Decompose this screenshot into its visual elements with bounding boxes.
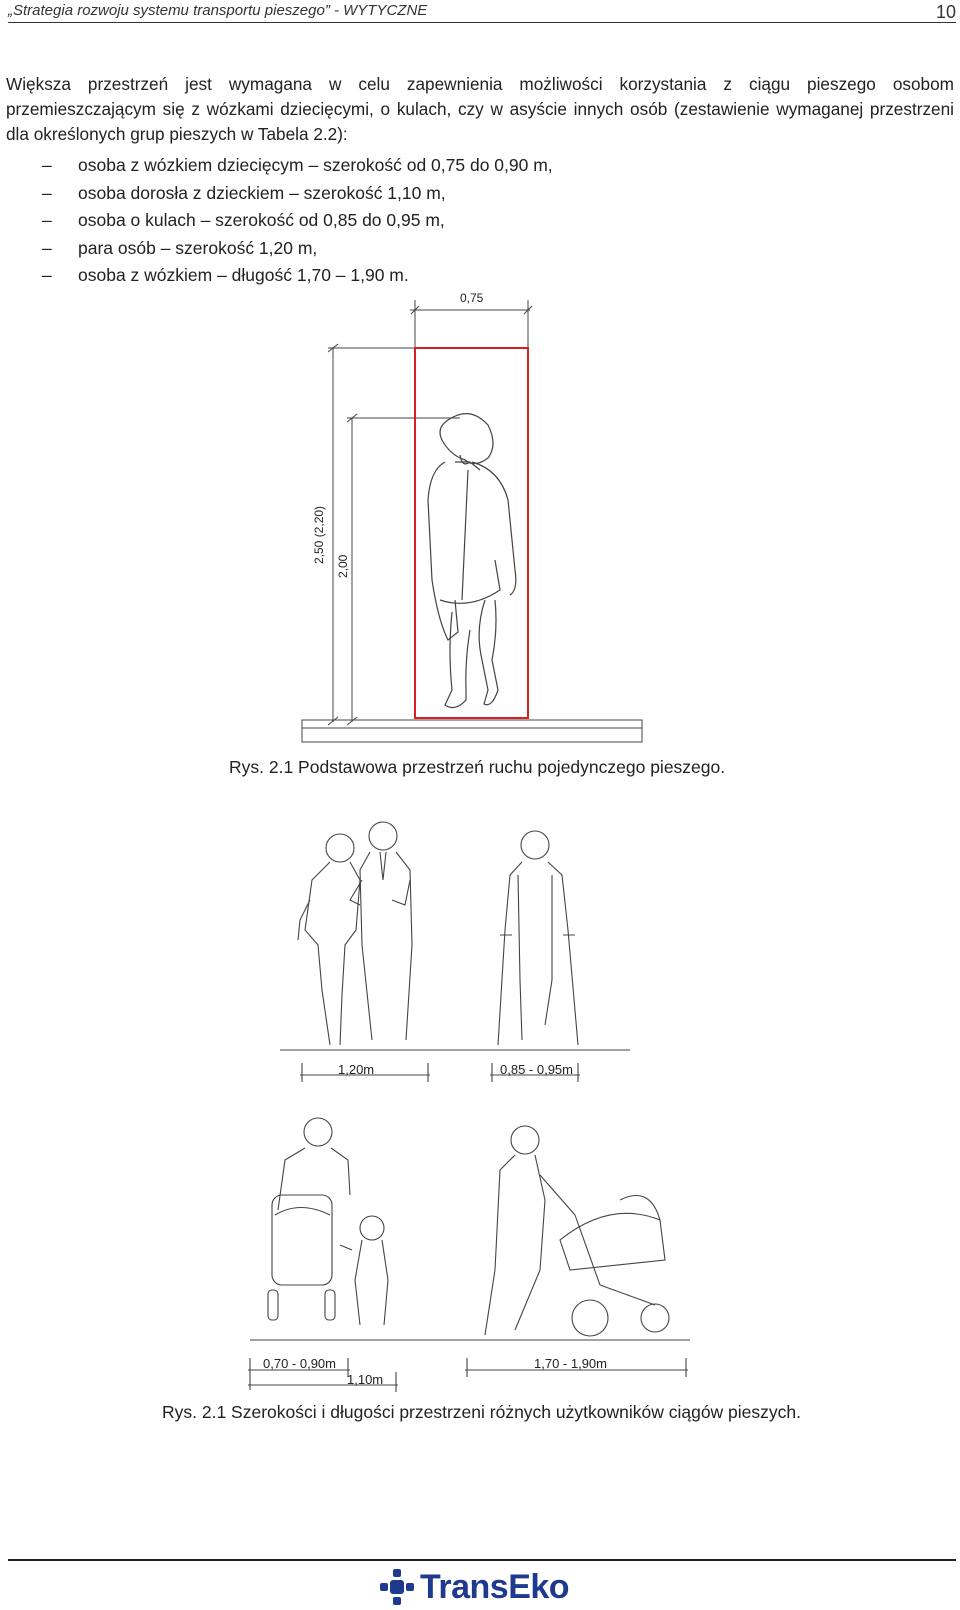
couple-figure: [298, 822, 412, 1045]
document-title: „Strategia rozwoju systemu transportu pieszego” - WYTYCZNE: [8, 2, 428, 19]
figure-1-caption: Rys. 2.1 Podstawowa przestrzeń ruchu pojedynczego pieszego.: [229, 757, 726, 777]
list-item-text: osoba z wózkiem dziecięcym – szerokość od 0,75 do 0,90 m,: [78, 155, 553, 175]
bullet-dash: –: [42, 265, 52, 285]
dimension-width-label: 0,75: [460, 291, 484, 305]
dimension-person-height-label: 2,00: [336, 554, 350, 578]
dimension-stroller-length-label: 1,70 - 1,90m: [534, 1356, 607, 1371]
intro-paragraph: Większa przestrzeń jest wymagana w celu zapewnienia możliwości korzystania z ciągu pieszego osobom przemieszczającym się z wózkami dziecięcymi, o kulach, czy w asyście innych osób (zestawienie wymaganej przestrzeni dla określonych grup pieszych w Tabela 2.2):: [6, 74, 954, 144]
logo-text: TransEko: [420, 1567, 570, 1606]
figure-2-caption: Rys. 2.1 Szerokości i długości przestrzeni różnych użytkowników ciągów pieszych.: [162, 1402, 802, 1422]
bullet-dash: –: [42, 182, 52, 203]
dimension-adult-child-label: 1,10m: [347, 1372, 384, 1387]
adult-with-stroller-and-child-figure: [268, 1118, 388, 1325]
list-item-text: para osób – szerokość 1,20 m,: [78, 237, 318, 258]
page-number: 10: [935, 2, 956, 22]
person-on-crutches-figure: [498, 831, 578, 1045]
bullet-dash: –: [42, 155, 52, 175]
list-item-text: osoba dorosła z dzieckiem – szerokość 1,10 m,: [78, 182, 446, 203]
transeko-logo: [380, 1567, 569, 1607]
list-item-text: osoba z wózkiem – długość 1,70 – 1,90 m.: [78, 265, 409, 285]
dimension-total-height-label: 2,50 (2,20): [312, 505, 326, 564]
transeko-logo-icon: [380, 1569, 414, 1605]
footer-divider: [8, 1559, 956, 1561]
dimension-couple-label: 1,20m: [338, 1062, 375, 1077]
bullet-dash: –: [42, 237, 52, 258]
bullet-dash: –: [42, 210, 52, 230]
dimension-crutches-label: 0,85 - 0,95m: [500, 1062, 573, 1077]
adult-pushing-pram-figure: [485, 1126, 669, 1336]
list-item-text: osoba o kulach – szerokość od 0,85 do 0,95 m,: [78, 210, 445, 230]
dimension-stroller-width-label: 0,70 - 0,90m: [263, 1356, 336, 1371]
